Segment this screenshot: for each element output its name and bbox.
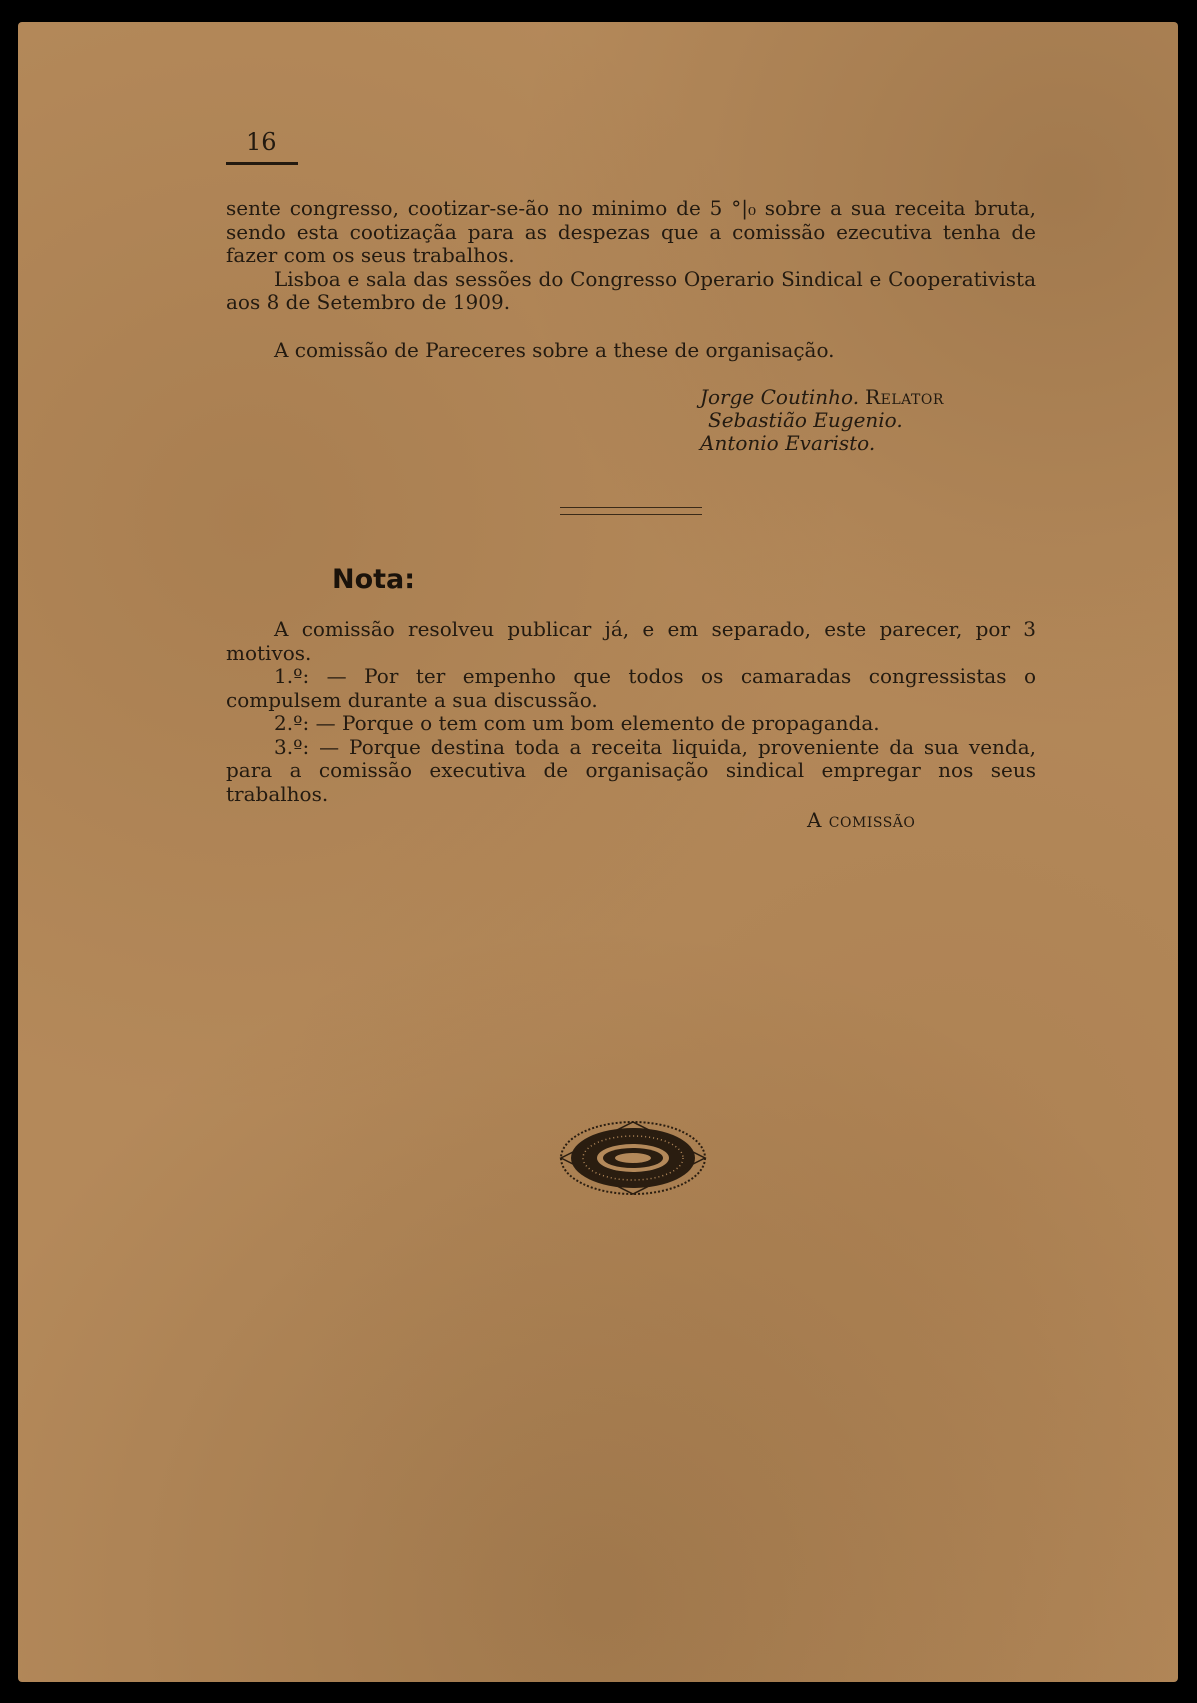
signature-1 bbox=[700, 386, 944, 409]
page-number: 16 bbox=[246, 128, 277, 156]
signature-1-role: Relator bbox=[865, 385, 944, 409]
body-paragraph-1: sente congresso, cootizar-se-ão no minimo de 5 °|₀ sobre a sua receita bruta, sendo esta cootizaçãa para as despezas que a comissão ezecutiva tenha de fazer com os seus trabalhos. bbox=[226, 196, 1036, 267]
nota-signature: A comissão bbox=[807, 808, 916, 832]
body-text bbox=[226, 197, 1036, 315]
section-divider bbox=[560, 507, 702, 515]
diamond-ornament-icon bbox=[558, 1118, 708, 1198]
signature-block bbox=[700, 386, 944, 455]
body-paragraph-2: Lisboa e sala das sessões do Congresso Operario Sindical e Cooperativista aos 8 de Setembro de 1909. bbox=[226, 266, 1036, 314]
commission-line: A comissão de Pareceres sobre a these de organisação. bbox=[274, 338, 835, 362]
nota-item-3: 3.º: — Porque destina toda a receita liquida, proveniente da sua venda, para a comissão executiva de organisação sindical empregar nos seus trabalhos. bbox=[226, 734, 1036, 806]
nota-item-2: 2.º: — Porque o tem com um bom elemento de propaganda. bbox=[274, 711, 880, 735]
nota-intro: A comissão resolveu publicar já, e em separado, este parecer, por 3 motivos. bbox=[226, 617, 1036, 665]
nota-title: Nota: bbox=[332, 564, 416, 595]
signature-3: Antonio Evaristo. bbox=[700, 431, 876, 455]
page-number-underline bbox=[226, 162, 298, 165]
signature-1-name: Jorge Coutinho. bbox=[700, 385, 860, 409]
nota-item-1: 1.º: — Por ter empenho que todos os camaradas congressistas o compulsem durante a sua discussão. bbox=[226, 664, 1036, 712]
nota-text bbox=[226, 618, 1036, 806]
signature-2: Sebastião Eugenio. bbox=[708, 408, 903, 432]
